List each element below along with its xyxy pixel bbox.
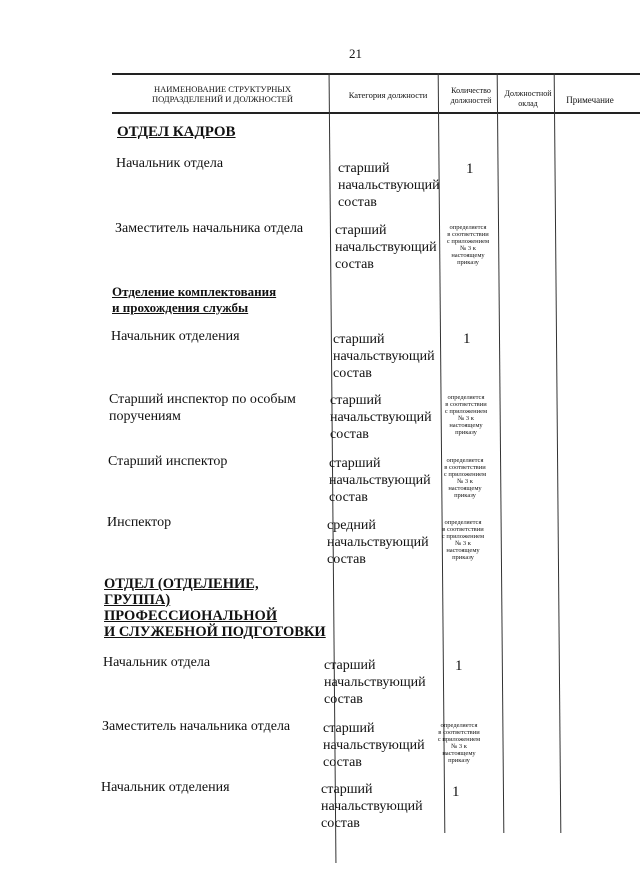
section-heading-line: ПРОФЕССИОНАЛЬНОЙ	[104, 608, 278, 624]
header-top-rule	[112, 73, 640, 75]
position-category: средний начальствующий состав	[327, 518, 429, 567]
position-name: Начальник отделения	[111, 329, 240, 344]
section-heading	[117, 124, 236, 140]
position-category: старший начальствующий состав	[335, 223, 437, 272]
section-heading-line: и прохождения службы	[112, 300, 249, 315]
section-heading-line: ГРУППА)	[104, 592, 171, 608]
position-count: 1	[463, 331, 471, 347]
section-heading	[104, 576, 326, 640]
section-heading-line: ОТДЕЛ (ОТДЕЛЕНИЕ,	[104, 576, 259, 592]
position-count-note: определяется в соответствии с приложением № 3 к настоящему приказу	[446, 224, 490, 266]
header-salary: Должностной оклад	[504, 89, 552, 108]
position-category: старший начальствующий состав	[321, 782, 423, 831]
column-line	[497, 73, 505, 833]
position-name: Начальник отделения	[101, 780, 230, 795]
position-category: старший начальствующий состав	[324, 658, 426, 707]
position-category: старший начальствующий состав	[333, 332, 435, 381]
position-name: Старший инспектор по особым поручениям	[109, 392, 296, 424]
header-category: Категория должности	[348, 90, 428, 100]
position-category: старший начальствующий состав	[338, 161, 440, 210]
section-heading-line: Отделение комплектования	[112, 284, 277, 299]
section-heading	[112, 284, 276, 316]
position-category: старший начальствующий состав	[323, 721, 425, 770]
position-name: Начальник отдела	[116, 156, 224, 171]
position-count: 1	[466, 161, 474, 177]
position-count-note: определяется в соответствии с приложением № 3 к настоящему приказу	[437, 722, 481, 764]
column-line	[554, 73, 562, 833]
position-count-note: определяется в соответствии с приложением № 3 к настоящему приказу	[441, 519, 485, 561]
section-heading-line: И СЛУЖЕБНОЙ ПОДГОТОВКИ	[104, 624, 326, 640]
section-heading-line: ОТДЕЛ КАДРОВ	[117, 124, 236, 140]
page-number: 21	[349, 46, 362, 61]
header-count: Количество должностей	[450, 86, 492, 105]
position-count: 1	[455, 658, 463, 674]
position-category: старший начальствующий состав	[330, 393, 432, 442]
position-count-note: определяется в соответствии с приложением № 3 к настоящему приказу	[443, 457, 487, 499]
position-count-note: определяется в соответствии с приложением № 3 к настоящему приказу	[444, 394, 488, 436]
header-bottom-rule	[112, 112, 640, 114]
position-name: Заместитель начальника отдела	[102, 719, 291, 734]
position-name: Старший инспектор	[108, 454, 228, 469]
position-category: старший начальствующий состав	[329, 456, 431, 505]
position-name: Заместитель начальника отдела	[115, 221, 304, 236]
header-name: НАИМЕНОВАНИЕ СТРУКТУРНЫХ ПОДРАЗДЕЛЕНИЙ И ДОЛЖНОСТЕЙ	[151, 84, 294, 104]
header-note: Примечание	[566, 95, 614, 105]
position-name: Начальник отдела	[103, 655, 211, 670]
position-name: Инспектор	[107, 515, 172, 530]
position-count: 1	[452, 784, 460, 800]
